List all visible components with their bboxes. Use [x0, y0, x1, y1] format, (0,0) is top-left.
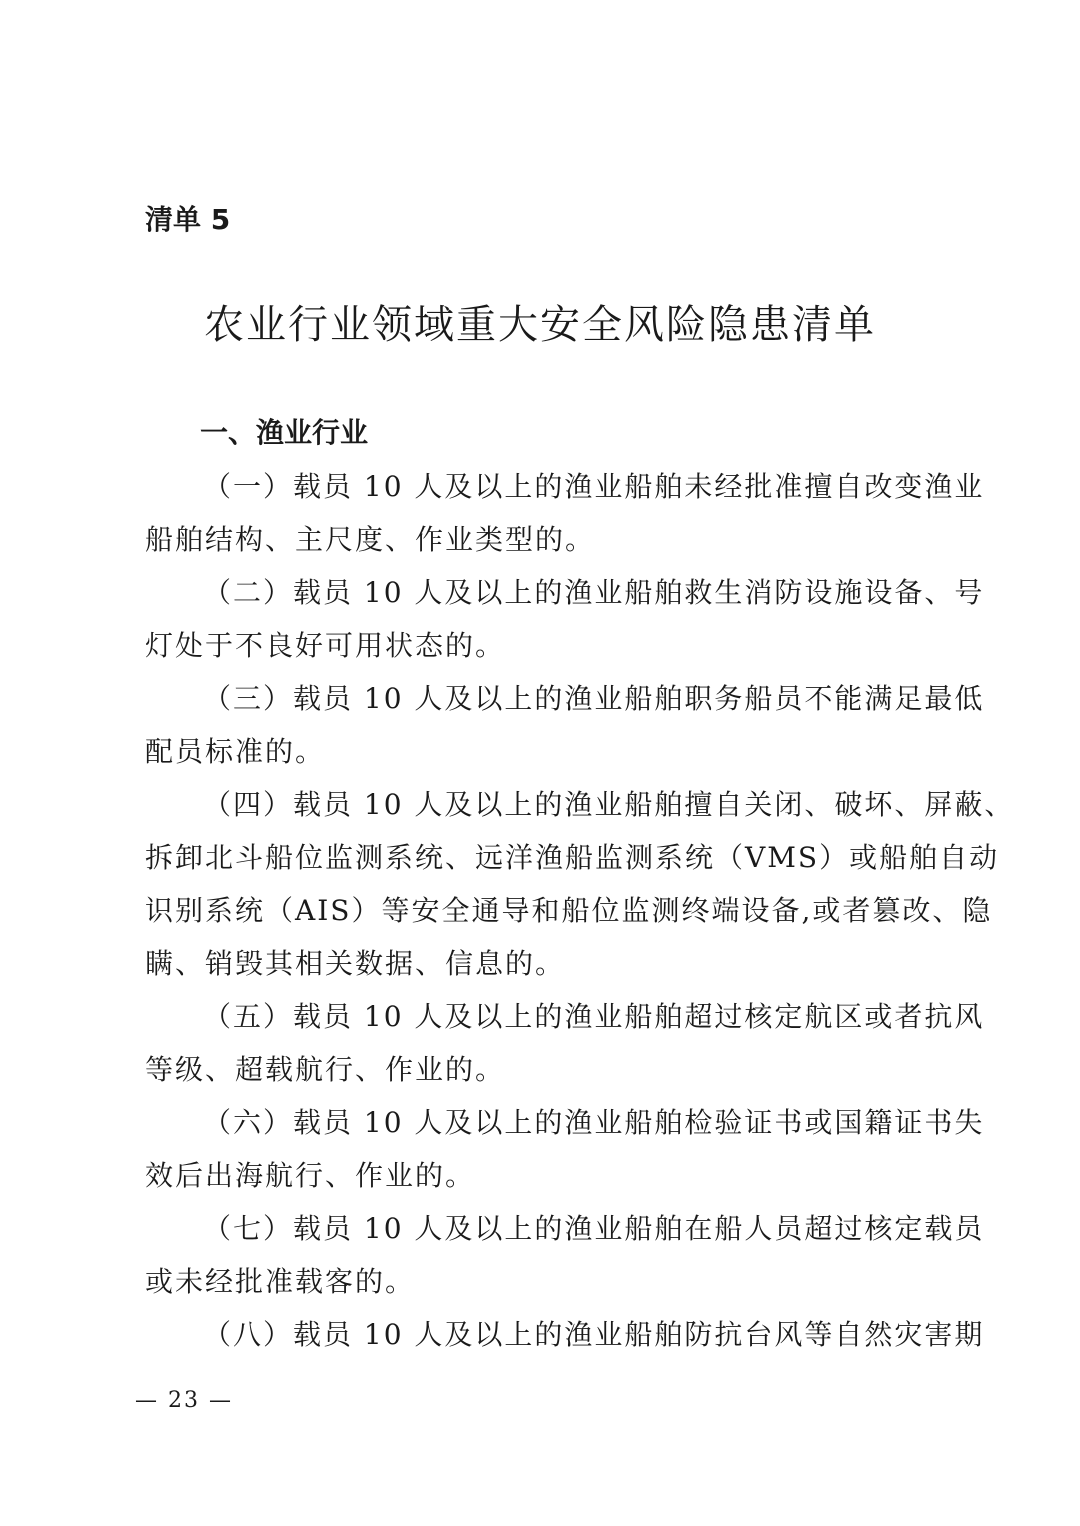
- item-line: 等级、超载航行、作业的。: [145, 1053, 506, 1086]
- item-line: 效后出海航行、作业的。: [145, 1159, 476, 1192]
- list-item: [145, 1308, 985, 1361]
- item-line: （五）载员 10 人及以上的渔业船舶超过核定航区或者抗风: [203, 1000, 985, 1033]
- item-line: （二）载员 10 人及以上的渔业船舶救生消防设施设备、号: [203, 576, 985, 609]
- document-title: 农业行业领域重大安全风险隐患清单: [204, 302, 876, 348]
- list-item: [145, 672, 985, 778]
- item-line: 配员标准的。: [145, 735, 326, 768]
- document-body: [145, 460, 1015, 1361]
- item-line: （七）载员 10 人及以上的渔业船舶在船人员超过核定载员: [203, 1212, 985, 1245]
- list-label: 清单 5: [145, 203, 231, 236]
- list-item: [145, 460, 985, 566]
- section-heading: 一、渔业行业: [200, 416, 369, 449]
- list-item: [145, 990, 985, 1096]
- item-line: （三）载员 10 人及以上的渔业船舶职务船员不能满足最低: [203, 682, 985, 715]
- list-item: [145, 1202, 985, 1308]
- item-line: 灯处于不良好可用状态的。: [145, 629, 506, 662]
- item-line: （八）载员 10 人及以上的渔业船舶防抗台风等自然灾害期: [203, 1318, 985, 1351]
- item-line: 船舶结构、主尺度、作业类型的。: [145, 523, 596, 556]
- list-item: [145, 566, 985, 672]
- item-line: （四）载员 10 人及以上的渔业船舶擅自关闭、破坏、屏蔽、: [203, 788, 1015, 821]
- list-item: [145, 1096, 985, 1202]
- list-item: [145, 778, 1015, 990]
- item-line: 或未经批准载客的。: [145, 1265, 416, 1298]
- item-line: （一）载员 10 人及以上的渔业船舶未经批准擅自改变渔业: [203, 470, 985, 503]
- item-line: 拆卸北斗船位监测系统、远洋渔船监测系统（VMS）或船舶自动: [145, 841, 1000, 874]
- item-line: （六）载员 10 人及以上的渔业船舶检验证书或国籍证书失: [203, 1106, 985, 1139]
- item-line: 识别系统（AIS）等安全通导和船位监测终端设备,或者篡改、隐: [145, 894, 993, 927]
- page-number: — 23 —: [135, 1388, 233, 1413]
- item-line: 瞒、销毁其相关数据、信息的。: [145, 947, 566, 980]
